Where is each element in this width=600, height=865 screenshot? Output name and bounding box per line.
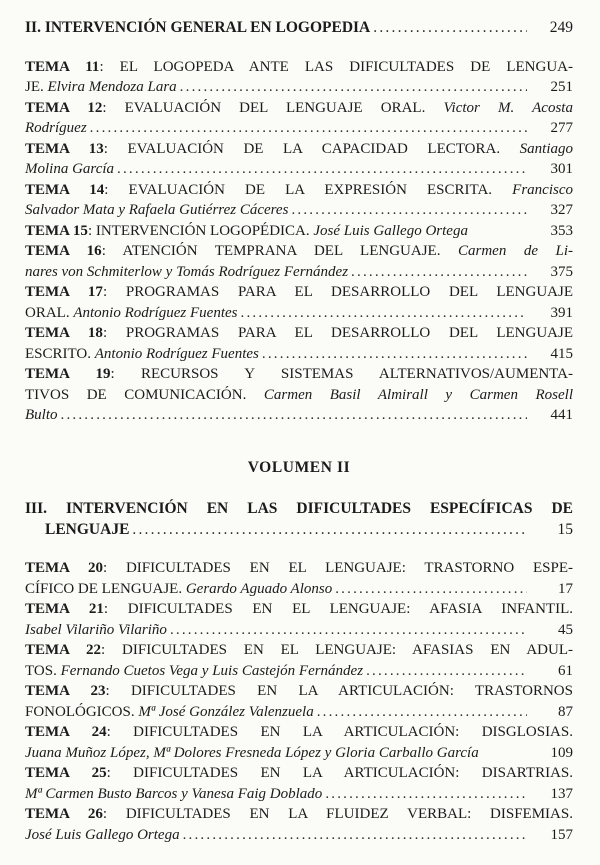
text-segment: : DIFICULTADES EN LA ARTICULACIÓN: DISGLOSIAS.	[106, 724, 573, 740]
text-segment: II. INTERVENCIÓN GENERAL EN LOGOPEDIA	[25, 19, 371, 36]
text-segment: Fernando Cuetos Vega y Luis Castejón Fernández	[60, 662, 364, 679]
dot-leader	[180, 77, 527, 98]
text-segment: TEMA 16	[25, 243, 102, 259]
text-segment: : DIFICULTADES EN EL LENGUAJE: TRASTORNO ESPE-	[102, 560, 573, 576]
text-segment: : ATENCIÓN TEMPRANA DEL LENGUAJE.	[101, 243, 458, 259]
toc-line	[25, 702, 573, 723]
page-number: 391	[550, 304, 573, 321]
text-segment: José Luis Gallego Ortega	[313, 222, 468, 239]
dot-leader	[241, 303, 528, 324]
toc-line	[25, 763, 573, 784]
page-number: 441	[550, 407, 573, 423]
text-segment: : DIFICULTADES EN LA ARTICULACIÓN: TRASTORNOS	[105, 683, 573, 699]
toc-line	[25, 364, 573, 385]
toc-line	[25, 139, 573, 160]
toc-line	[25, 743, 573, 764]
text-segment: ORAL.	[25, 304, 74, 321]
toc-line	[25, 159, 573, 180]
toc-line	[25, 77, 573, 98]
toc-entry-tema-24	[25, 722, 573, 763]
text-segment: Mª Carmen Busto Barcos y Vanesa Faig Doblado	[25, 785, 323, 802]
text-segment: Antonio Rodríguez Fuentes	[94, 345, 259, 362]
toc-entry-tema-15	[25, 221, 573, 242]
text-segment: Carmen de Li-	[457, 243, 573, 259]
page-number: 157	[550, 826, 573, 843]
toc-line	[25, 282, 573, 303]
toc-line	[25, 661, 573, 682]
page-number: 301	[550, 161, 573, 177]
text-segment: : DIFICULTADES EN EL LENGUAJE: AFASIA INFANTIL.	[103, 601, 573, 617]
toc-line	[25, 722, 573, 743]
dot-leader	[132, 520, 527, 541]
section-heading-iii	[25, 499, 573, 540]
toc-line	[25, 200, 573, 221]
toc-entry-tema-12	[25, 98, 573, 139]
section-heading-ii	[25, 18, 573, 39]
volume-ii-entries	[25, 558, 573, 845]
toc-content	[25, 18, 573, 845]
page-number: 327	[550, 202, 573, 218]
text-segment: LENGUAJE	[45, 520, 130, 538]
toc-entry-tema-17	[25, 282, 573, 323]
text-segment: Isabel Vilariño Vilariño	[25, 621, 167, 638]
section-heading-iii	[25, 499, 573, 540]
text-segment: José Luis Gallego Ortega	[25, 826, 180, 843]
text-segment: TEMA 15	[25, 222, 88, 239]
text-segment: TEMA 21	[25, 601, 104, 617]
dot-leader	[335, 579, 527, 600]
toc-line	[25, 599, 573, 620]
text-segment: : EVALUACIÓN DE LA CAPACIDAD LECTORA.	[103, 140, 520, 157]
text-segment: TEMA 12	[25, 99, 103, 116]
text-segment: JE.	[25, 79, 48, 95]
toc-entry-tema-20	[25, 558, 573, 599]
dot-leader	[366, 661, 527, 682]
page-number: 375	[550, 263, 573, 280]
section-heading-ii	[25, 18, 573, 39]
text-segment: TEMA 20	[25, 560, 103, 576]
text-segment: TEMA 25	[25, 765, 107, 781]
text-segment: TEMA 17	[25, 284, 103, 300]
text-segment: TOS.	[25, 662, 61, 679]
text-segment: : RECURSOS Y SISTEMAS ALTERNATIVOS/AUMENTA-	[110, 366, 573, 382]
text-segment: TEMA 19	[25, 366, 111, 382]
toc-line	[25, 303, 573, 324]
text-segment: Elvira Mendoza Lara	[47, 79, 177, 95]
toc-entry-tema-22	[25, 640, 573, 681]
dot-leader	[90, 118, 527, 139]
toc-entry-tema-25	[25, 763, 573, 804]
dot-leader	[351, 262, 527, 283]
text-segment: Gerardo Aguado Alonso	[185, 580, 333, 597]
dot-leader	[262, 344, 527, 365]
text-segment: Rodríguez	[25, 120, 87, 136]
text-segment: TEMA 13	[25, 140, 104, 157]
toc-entry-tema-18	[25, 323, 573, 364]
toc-line	[25, 241, 573, 262]
text-segment: : DIFICULTADES EN EL LENGUAJE: AFASIAS EN ADUL-	[101, 642, 573, 658]
text-segment: : PROGRAMAS PARA EL DESARROLLO DEL LENGUAJE	[102, 284, 573, 300]
toc-entry-tema-23	[25, 681, 573, 722]
page-number: 251	[550, 79, 573, 95]
toc-line	[25, 118, 573, 139]
text-segment: TEMA 23	[25, 683, 106, 699]
text-segment: Salvador Mata y Rafaela Gutiérrez Cáceres	[25, 202, 289, 218]
text-segment: Carmen Basil Almirall y Carmen Rosell	[263, 386, 573, 403]
toc-entry-tema-11	[25, 57, 573, 98]
page-number: 45	[558, 621, 573, 638]
toc-line	[25, 579, 573, 600]
toc-line	[25, 499, 573, 520]
toc-line	[25, 558, 573, 579]
text-segment: Mª José González Valenzuela	[138, 703, 314, 720]
text-segment: Victor M. Acosta	[443, 99, 573, 116]
page-number: 415	[550, 345, 573, 362]
text-segment: Santiago	[519, 140, 573, 157]
page-number: 249	[549, 19, 573, 36]
toc-line	[25, 825, 573, 846]
toc-line	[25, 18, 573, 39]
toc-entry-tema-26	[25, 804, 573, 845]
volume-ii-title: VOLUMEN II	[247, 458, 351, 476]
page-number: 109	[550, 744, 573, 761]
dot-leader	[117, 159, 527, 180]
text-segment: nares von Schmiterlow y Tomás Rodríguez Fernández	[25, 263, 349, 280]
toc-line	[25, 385, 573, 406]
text-segment: TEMA 14	[25, 181, 105, 198]
text-segment: ESCRITO.	[25, 345, 95, 362]
toc-line	[25, 98, 573, 119]
text-segment: Antonio Rodríguez Fuentes	[73, 304, 238, 321]
toc-entry-tema-13	[25, 139, 573, 180]
text-segment: FONOLÓGICOS.	[25, 703, 139, 720]
text-segment: Bulto	[25, 407, 58, 423]
toc-line	[25, 784, 573, 805]
page-number: 353	[550, 222, 573, 239]
text-segment: TEMA 24	[25, 724, 107, 740]
volume-i-entries	[25, 57, 573, 426]
toc-line	[25, 804, 573, 825]
toc-line	[25, 180, 573, 201]
dot-leader	[325, 784, 527, 805]
dot-leader	[373, 18, 527, 39]
toc-entry-tema-19	[25, 364, 573, 426]
text-segment: : DIFICULTADES EN LA ARTICULACIÓN: DISARTRIAS.	[106, 765, 573, 781]
text-segment: CÍFICO DE LENGUAJE.	[25, 580, 186, 597]
text-segment: : PROGRAMAS PARA EL DESARROLLO DEL LENGUAJE	[102, 325, 573, 341]
toc-line	[25, 640, 573, 661]
page-number: 17	[558, 580, 573, 597]
dot-leader	[317, 702, 527, 723]
toc-line	[25, 57, 573, 78]
toc-entry-tema-21	[25, 599, 573, 640]
text-segment: III. INTERVENCIÓN EN LAS DIFICULTADES ESPECÍFICAS DE	[25, 500, 573, 517]
toc-line	[25, 681, 573, 702]
toc-line	[25, 344, 573, 365]
toc-entry-tema-16	[25, 241, 573, 282]
page-number: 277	[550, 120, 573, 136]
page-number: 15	[557, 520, 573, 538]
toc-line	[25, 262, 573, 283]
text-segment: Juana Muñoz López, Mª Dolores Fresneda López y Gloria Carballo García	[25, 744, 479, 761]
toc-line	[25, 221, 573, 242]
text-segment: TEMA 22	[25, 642, 102, 658]
text-segment: Francisco	[512, 181, 573, 198]
page-number: 137	[550, 785, 573, 802]
page-number: 87	[558, 703, 573, 720]
text-segment: : EVALUACIÓN DEL LENGUAJE ORAL.	[102, 99, 444, 116]
text-segment: TEMA 11	[25, 58, 100, 75]
toc-line	[45, 520, 573, 541]
text-segment: : INTERVENCIÓN LOGOPÉDICA.	[87, 222, 314, 239]
toc-line	[25, 620, 573, 641]
dot-leader	[291, 200, 527, 221]
dot-leader	[170, 620, 527, 641]
dot-leader	[183, 825, 527, 846]
toc-line	[25, 405, 573, 426]
dot-leader	[61, 405, 528, 426]
page-number: 61	[558, 662, 573, 679]
text-segment: Molina García	[25, 161, 115, 177]
text-segment: : EVALUACIÓN DE LA EXPRESIÓN ESCRITA.	[104, 181, 513, 198]
text-segment: TEMA 18	[25, 325, 103, 341]
toc-entry-tema-14	[25, 180, 573, 221]
text-segment: TIVOS DE COMUNICACIÓN.	[25, 386, 264, 403]
toc-line	[25, 323, 573, 344]
text-segment: : DIFICULTADES EN LA FLUIDEZ VERBAL: DISFEMIAS.	[102, 806, 573, 822]
text-segment: : EL LOGOPEDA ANTE LAS DIFICULTADES DE LENGUA-	[99, 58, 573, 75]
text-segment: TEMA 26	[25, 806, 103, 822]
